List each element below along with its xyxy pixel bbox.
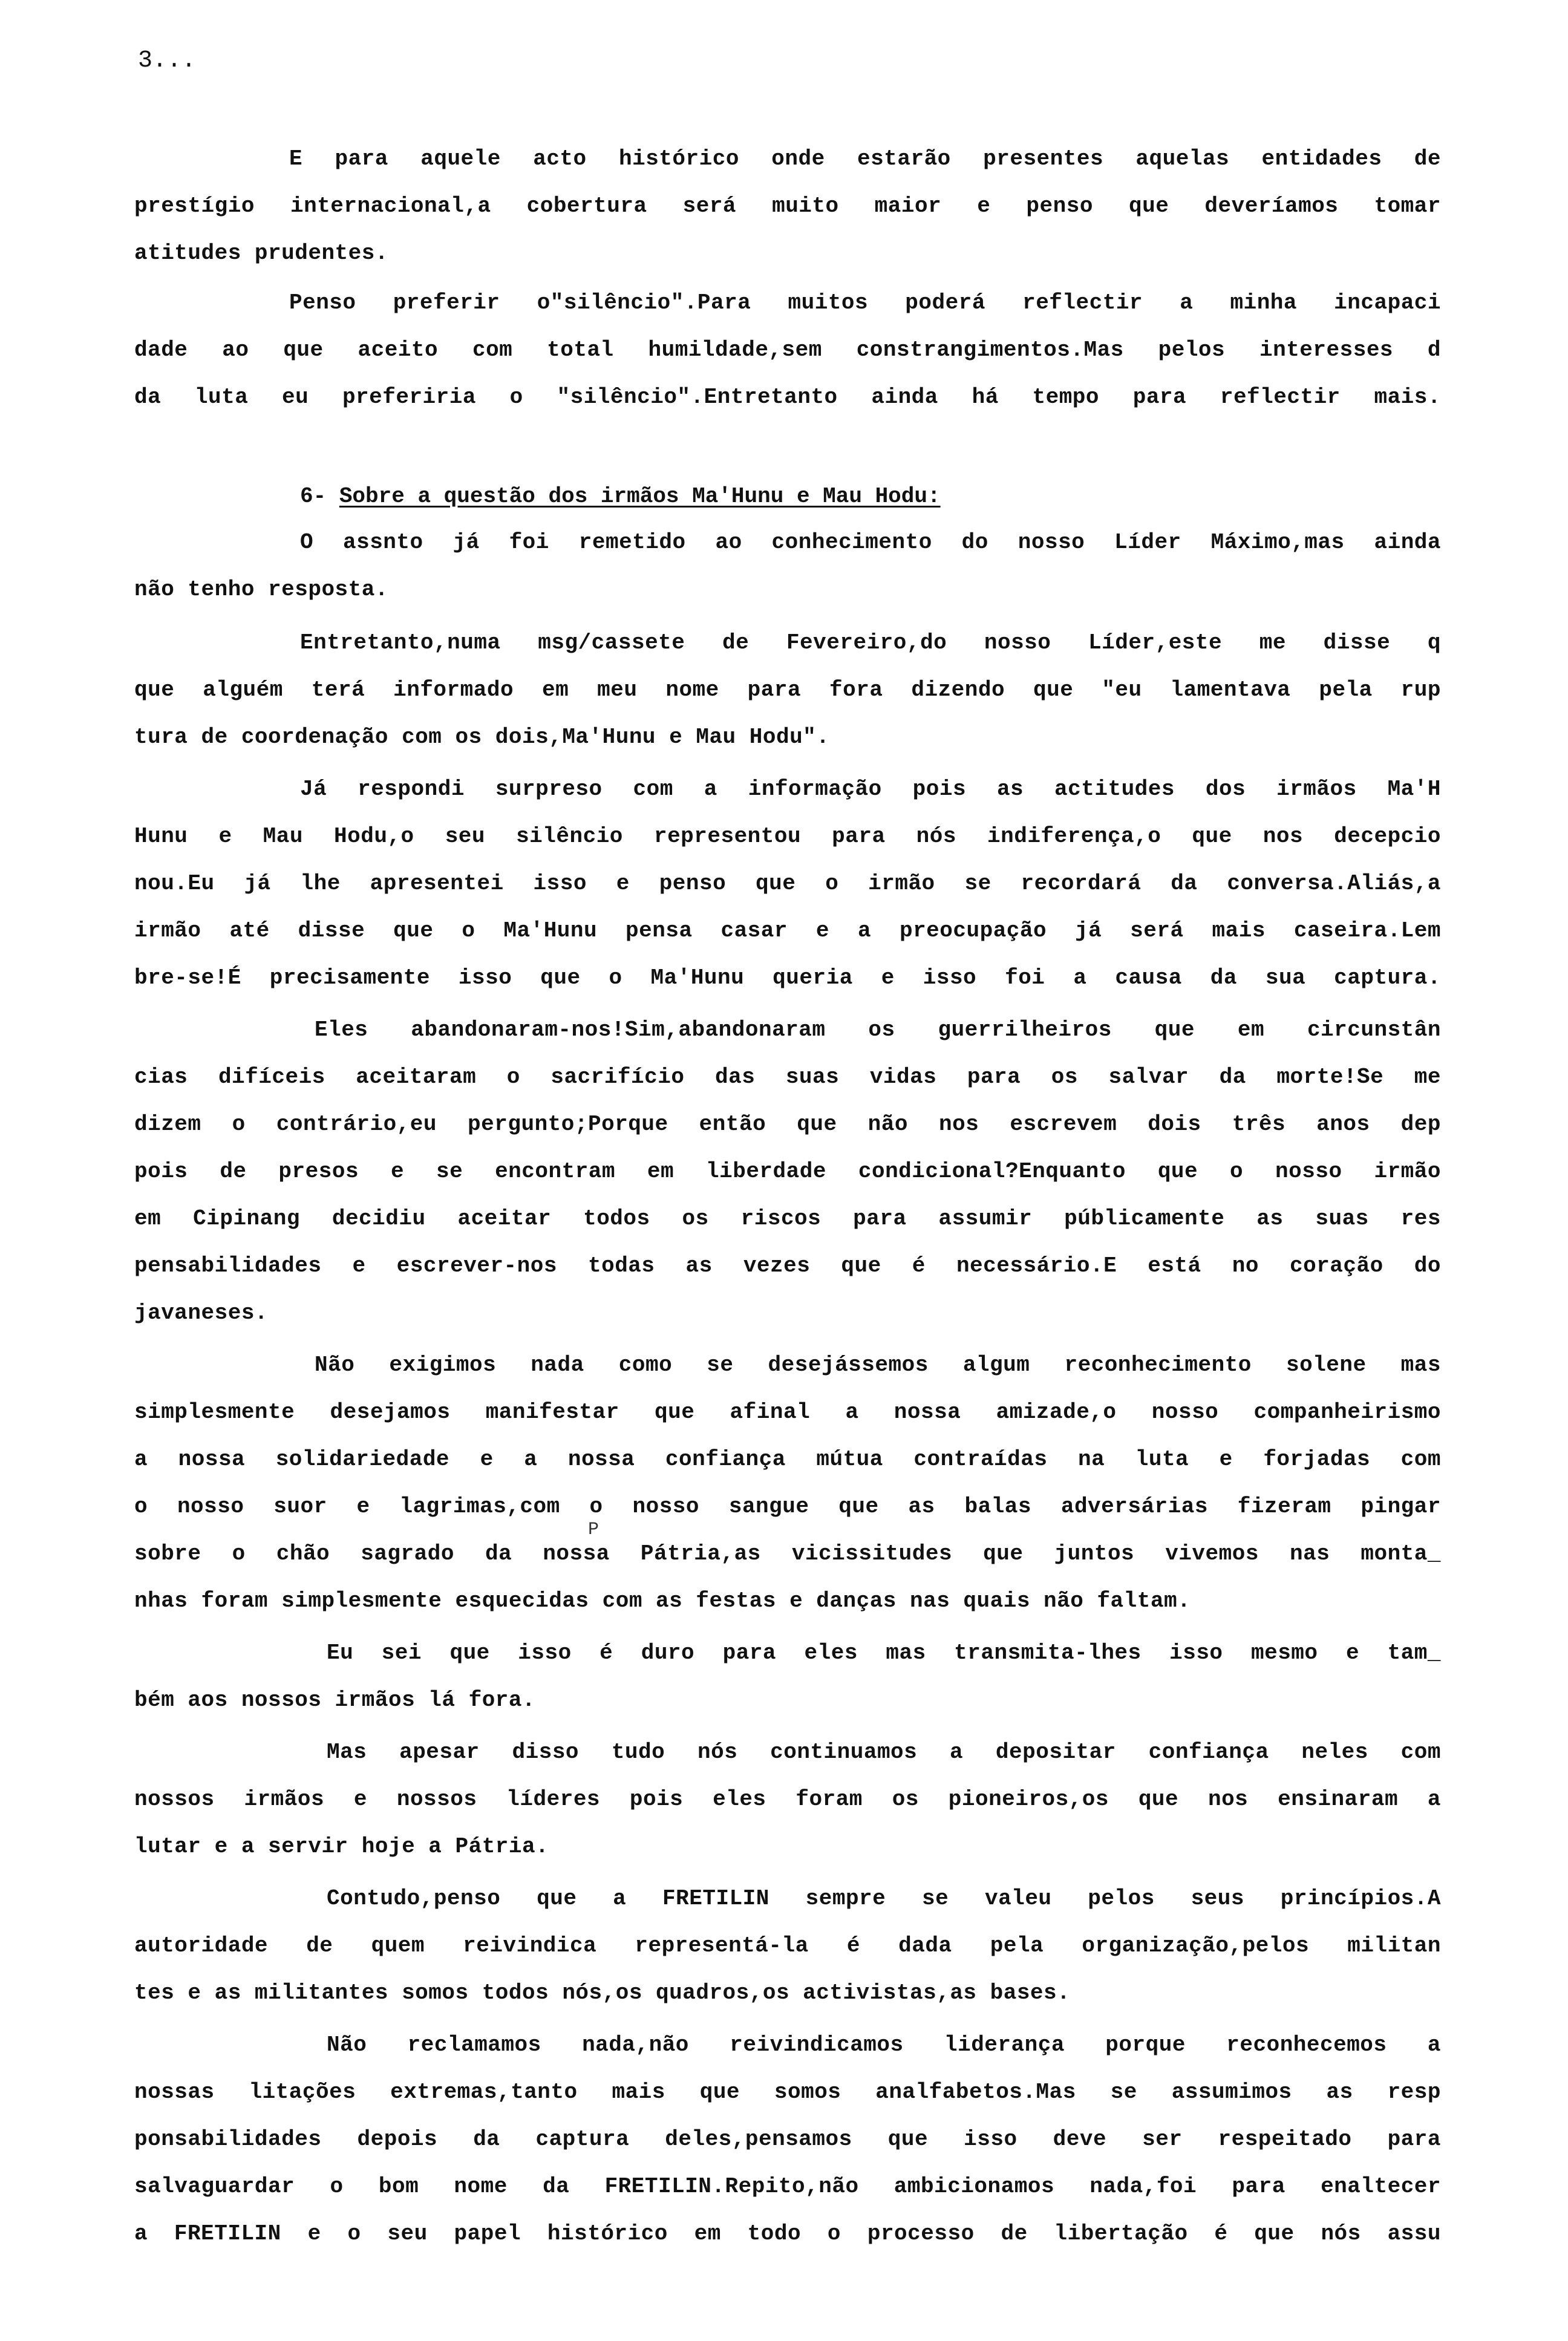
- text-line: bém aos nossos irmãos lá fora.: [134, 1688, 536, 1712]
- text-line: pois de presos e se encontram em liberdade condicional?Enquanto que o nosso irmão: [134, 1159, 1441, 1184]
- text-line: bre-se!É precisamente isso que o Ma'Hunu queria e isso foi a causa da sua captura.: [134, 965, 1441, 990]
- text-line: sobre o chão sagrado da nossa Pátria,as vicissitudes que juntos vivemos nas monta_: [134, 1541, 1441, 1566]
- page-number: 3...: [138, 47, 197, 74]
- handwritten-mark: P: [588, 1520, 599, 1540]
- text-line: O assnto já foi remetido ao conhecimento do nosso Líder Máximo,mas ainda: [300, 530, 1441, 555]
- text-line: Eu sei que isso é duro para eles mas transmita-lhes isso mesmo e tam_: [327, 1641, 1441, 1665]
- text-line: simplesmente desejamos manifestar que afinal a nossa amizade,o nosso companheirismo: [134, 1400, 1441, 1425]
- text-line: dizem o contrário,eu pergunto;Porque então que não nos escrevem dois três anos dep: [134, 1112, 1441, 1137]
- text-line: Entretanto,numa msg/cassete de Fevereiro,do nosso Líder,este me disse q: [300, 630, 1441, 655]
- text-line: lutar e a servir hoje a Pátria.: [134, 1834, 549, 1859]
- text-line: autoridade de quem reivindica representá-la é dada pela organização,pelos militan: [134, 1933, 1441, 1958]
- text-line: nou.Eu já lhe apresentei isso e penso que o irmão se recordará da conversa.Aliás,a: [134, 871, 1441, 896]
- text-line: tura de coordenação com os dois,Ma'Hunu e Mau Hodu".: [134, 725, 830, 749]
- text-line: da luta eu preferiria o "silêncio".Entretanto ainda há tempo para reflectir mais.: [134, 385, 1441, 410]
- text-line: Contudo,penso que a FRETILIN sempre se valeu pelos seus princípios.A: [327, 1886, 1441, 1911]
- text-line: irmão até disse que o Ma'Hunu pensa casar e a preocupação já será mais caseira.Lem: [134, 918, 1441, 943]
- text-line: o nosso suor e lagrimas,com o nosso sangue que as balas adversárias fizeram pingar: [134, 1494, 1441, 1519]
- text-line: Mas apesar disso tudo nós continuamos a depositar confiança neles com: [327, 1740, 1441, 1765]
- text-line: cias difíceis aceitaram o sacrifício das suas vidas para os salvar da morte!Se me: [134, 1065, 1441, 1089]
- text-line: a nossa solidariedade e a nossa confiança mútua contraídas na luta e forjadas com: [134, 1447, 1441, 1472]
- text-line: pensabilidades e escrever-nos todas as vezes que é necessário.E está no coração do: [134, 1253, 1441, 1278]
- text-line: Não exigimos nada como se desejássemos algum reconhecimento solene mas: [315, 1353, 1441, 1377]
- text-line: ponsabilidades depois da captura deles,pensamos que isso deve ser respeitado para: [134, 2127, 1441, 2152]
- text-line: nossos irmãos e nossos líderes pois eles foram os pioneiros,os que nos ensinaram a: [134, 1787, 1441, 1812]
- text-line: nossas litações extremas,tanto mais que somos analfabetos.Mas se assumimos as resp: [134, 2080, 1441, 2104]
- text-line: tes e as militantes somos todos nós,os quadros,os activistas,as bases.: [134, 1980, 1071, 2005]
- text-line: Hunu e Mau Hodu,o seu silêncio representou para nós indiferença,o que nos decepcio: [134, 824, 1441, 849]
- text-line: não tenho resposta.: [134, 577, 388, 602]
- text-line: Já respondi surpreso com a informação pois as actitudes dos irmãos Ma'H: [300, 777, 1441, 802]
- text-line: nhas foram simplesmente esquecidas com as festas e danças nas quais não faltam.: [134, 1588, 1191, 1613]
- text-line: que alguém terá informado em meu nome para fora dizendo que "eu lamentava pela rup: [134, 677, 1441, 702]
- text-line: dade ao que aceito com total humildade,sem constrangimentos.Mas pelos interesses d: [134, 338, 1441, 362]
- text-line: em Cipinang decidiu aceitar todos os riscos para assumir públicamente as suas res: [134, 1206, 1441, 1231]
- text-line: salvaguardar o bom nome da FRETILIN.Repito,não ambicionamos nada,foi para enaltecer: [134, 2174, 1441, 2199]
- text-line: Eles abandonaram-nos!Sim,abandonaram os guerrilheiros que em circunstân: [315, 1017, 1441, 1042]
- text-line: E para aquele acto histórico onde estarão presentes aquelas entidades de: [289, 146, 1441, 171]
- section-heading: [300, 483, 941, 511]
- section-number: 6-: [300, 484, 327, 509]
- text-line: javaneses.: [134, 1301, 269, 1325]
- section-title: Sobre a questão dos irmãos Ma'Hunu e Mau Hodu:: [339, 484, 941, 509]
- text-line: Não reclamamos nada,não reivindicamos liderança porque reconhecemos a: [327, 2032, 1441, 2057]
- text-line: a FRETILIN e o seu papel histórico em todo o processo de libertação é que nós assu: [134, 2221, 1441, 2246]
- text-line: Penso preferir o"silêncio".Para muitos poderá reflectir a minha incapaci: [289, 290, 1441, 315]
- text-line: prestígio internacional,a cobertura será muito maior e penso que deveríamos tomar: [134, 194, 1441, 218]
- text-line: atitudes prudentes.: [134, 241, 388, 266]
